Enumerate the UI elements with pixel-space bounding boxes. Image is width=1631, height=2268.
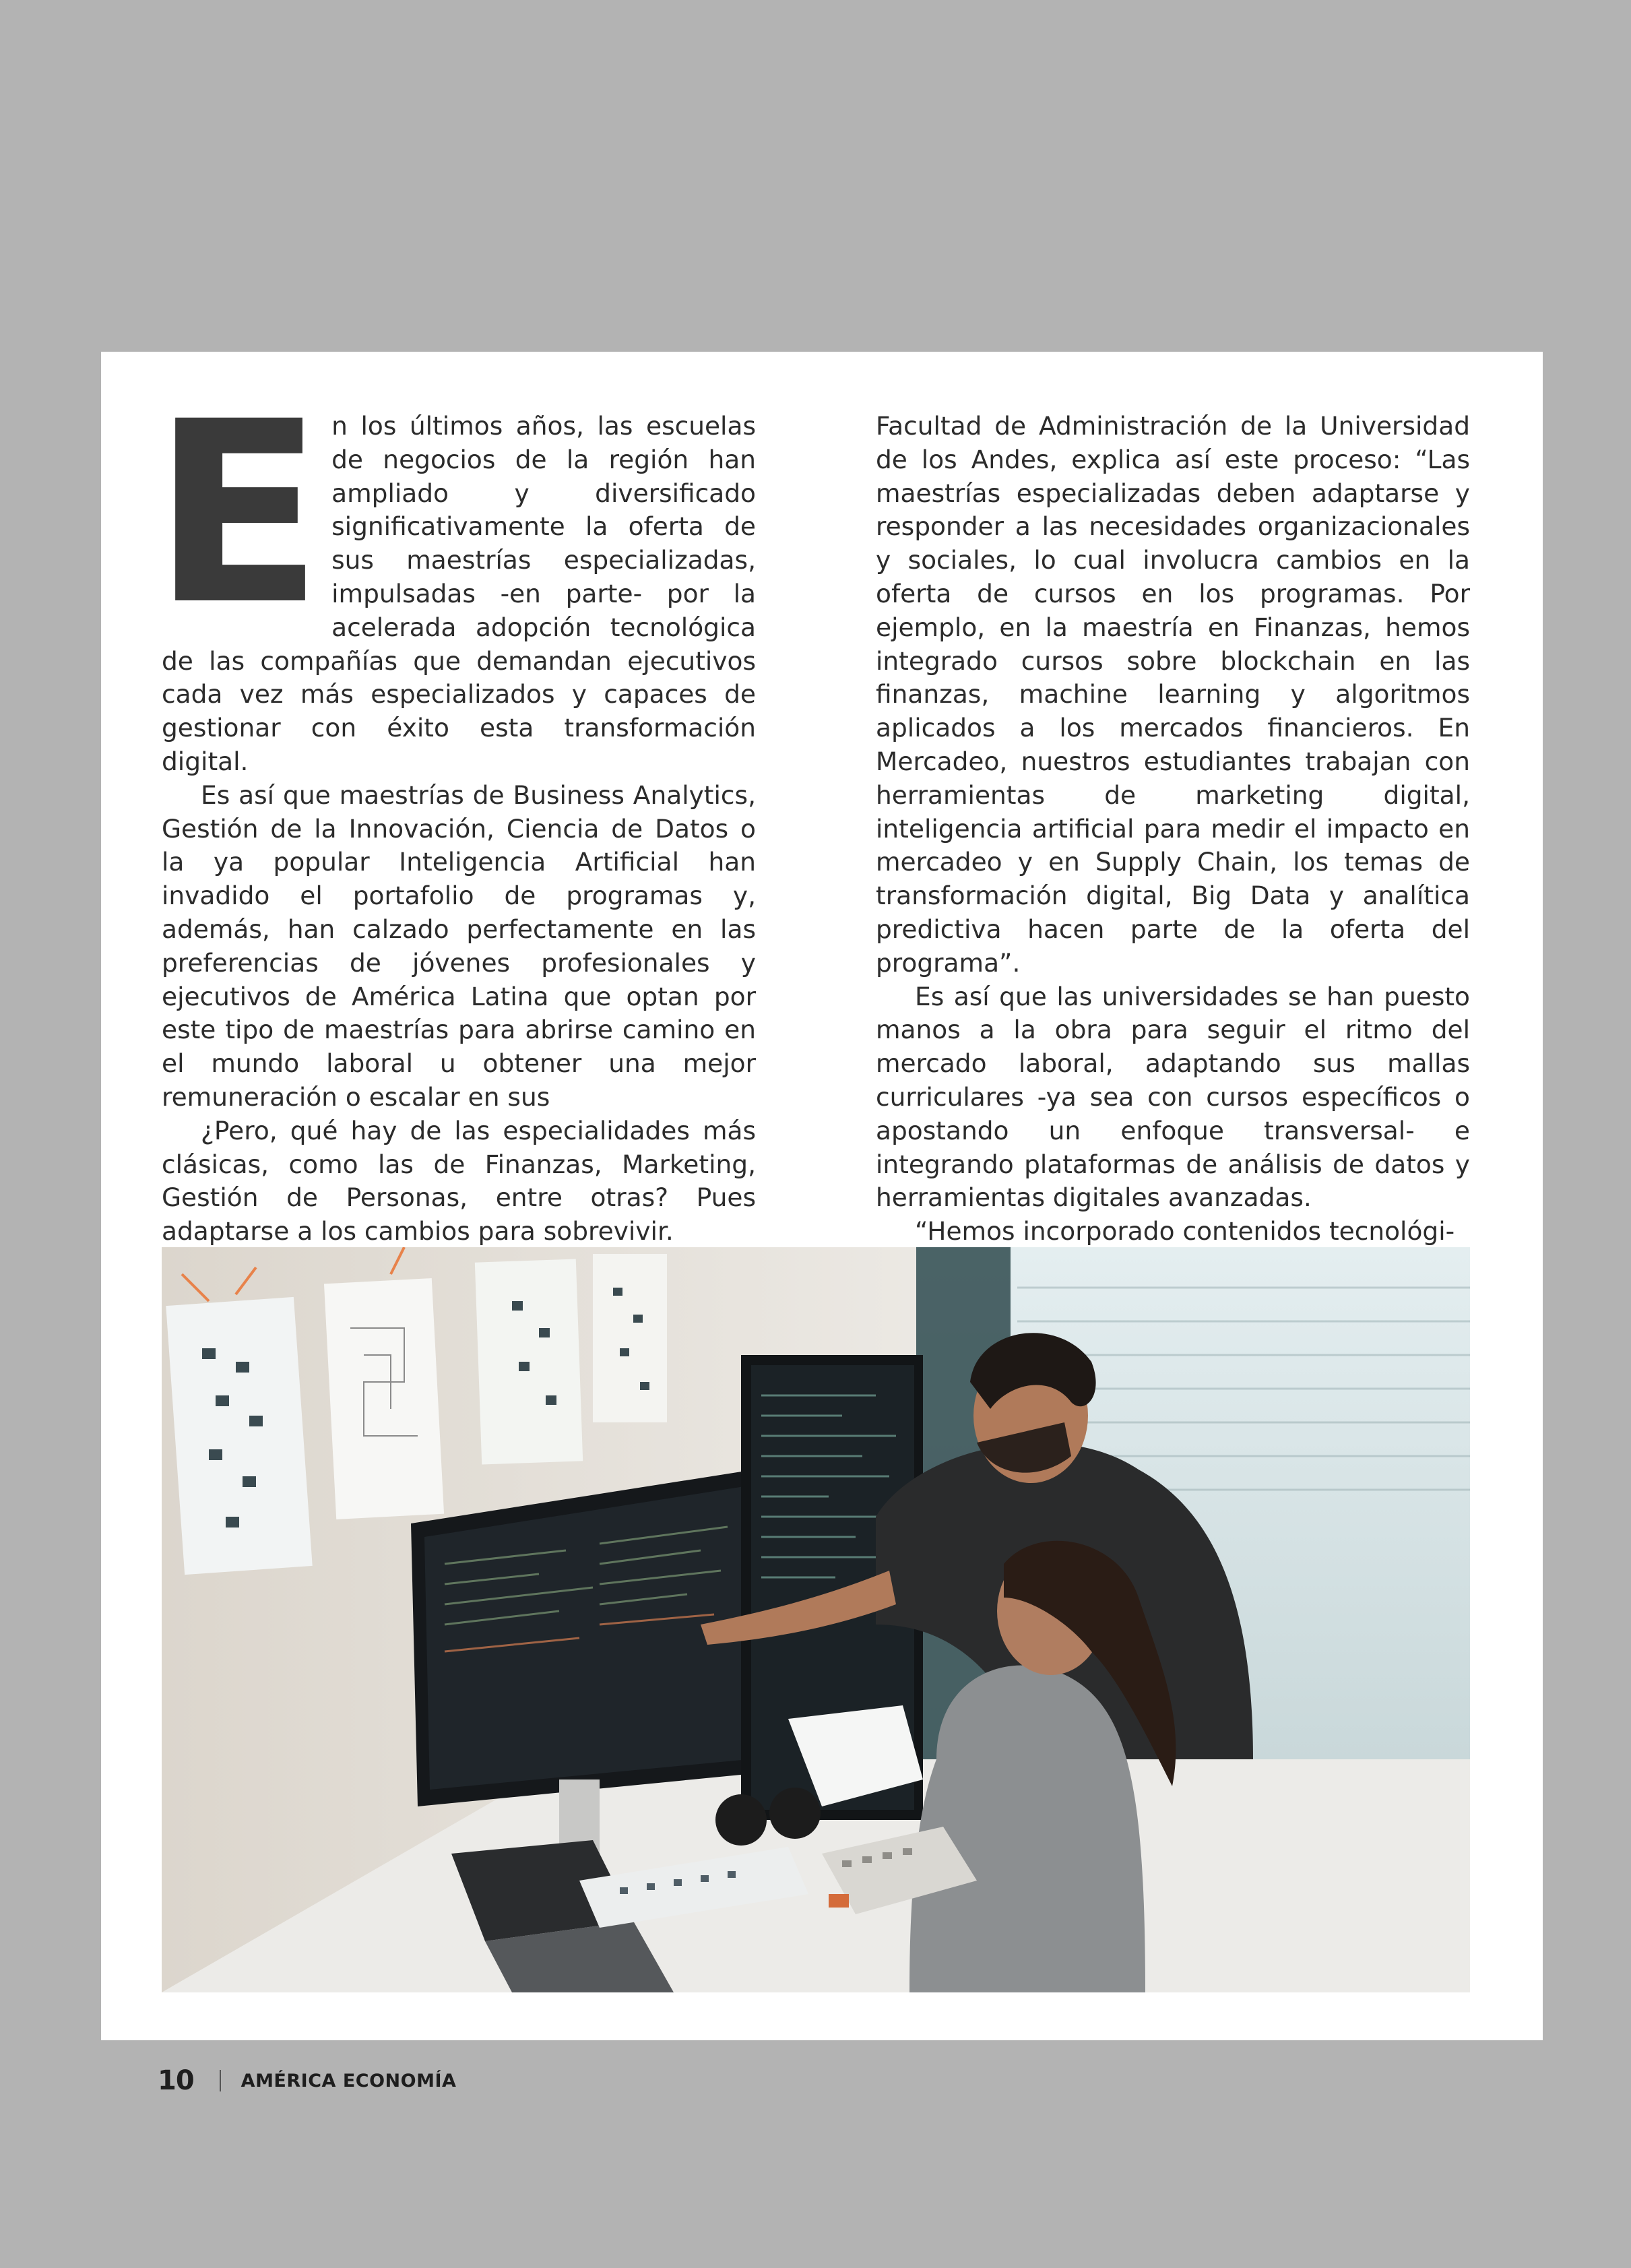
office-photo-illustration bbox=[162, 1247, 1470, 1992]
article-paragraph-7: “Hemos incorporado contenidos tecnológi- bbox=[915, 1216, 1455, 1247]
article-column-right bbox=[876, 410, 1470, 1249]
paragraph-text: n los últimos años, las escuelas de negocios de la región han ampliado y diversificado significativamente la oferta de sus maestrías especializadas, impulsadas -en parte- por la acelerada adopción tecnológica de las compañías que demandan ejecutivos cada vez más especializados y capaces de gestionar con éxito esta transformación digital. bbox=[162, 411, 756, 776]
footer-divider bbox=[220, 2070, 221, 2091]
magazine-name: AMÉRICA ECONOMÍA bbox=[241, 2070, 457, 2091]
drop-cap: E bbox=[152, 368, 321, 660]
article-paragraph-3: ¿Pero, qué hay de las especialidades más clásicas, como las de Finanzas, Marketing, Gestión de Personas, entre otras? Pues adaptarse a los cambios para sobrevivir. bbox=[162, 1115, 756, 1247]
article-column-left bbox=[152, 368, 756, 1316]
magazine-page bbox=[101, 352, 1543, 2040]
page-footer bbox=[158, 2065, 456, 2097]
article-paragraph-1 bbox=[152, 368, 756, 779]
article-photo bbox=[162, 1247, 1470, 1992]
article-paragraph-5: Facultad de Administración de la Universidad de los Andes, explica así este proceso: “Las maestrías especializadas deben adaptarse y responder a las necesidades organizacionales y sociales, lo cual involucra cambios en la oferta de cursos en los programas. Por ejemplo, en la maestría en Finanzas, hemos integrado cursos sobre blockchain en las finanzas, machine learning y algoritmos aplicados a los mercados financieros. En Mercadeo, nuestros estudiantes trabajan con herramientas de marketing digital, inteligencia artificial para medir el impacto en mercadeo y en Supply Chain, los temas de transformación digital, Big Data y analítica predictiva hacen parte de la oferta del programa”. bbox=[876, 411, 1470, 978]
article-paragraph-2: Es así que maestrías de Business Analytics, Gestión de la Innovación, Ciencia de Datos o la ya popular Inteligencia Artificial han invadido el portafolio de programas y, además, han calzado perfectamente en las preferencias de jóvenes profesionales y ejecutivos de América Latina que optan por este tipo de maestrías para abrirse camino en el mundo laboral u obtener una mejor remuneración o escalar en sus bbox=[162, 780, 756, 1112]
page-number: 10 bbox=[158, 2065, 194, 2096]
article-paragraph-6: Es así que las universidades se han puesto manos a la obra para seguir el ritmo del mercado laboral, adaptando sus mallas curriculares -ya sea con cursos específicos o apostando un enfoque transversal- e integrando plataformas de análisis de datos y herramientas digitales avanzadas. bbox=[876, 981, 1470, 1213]
